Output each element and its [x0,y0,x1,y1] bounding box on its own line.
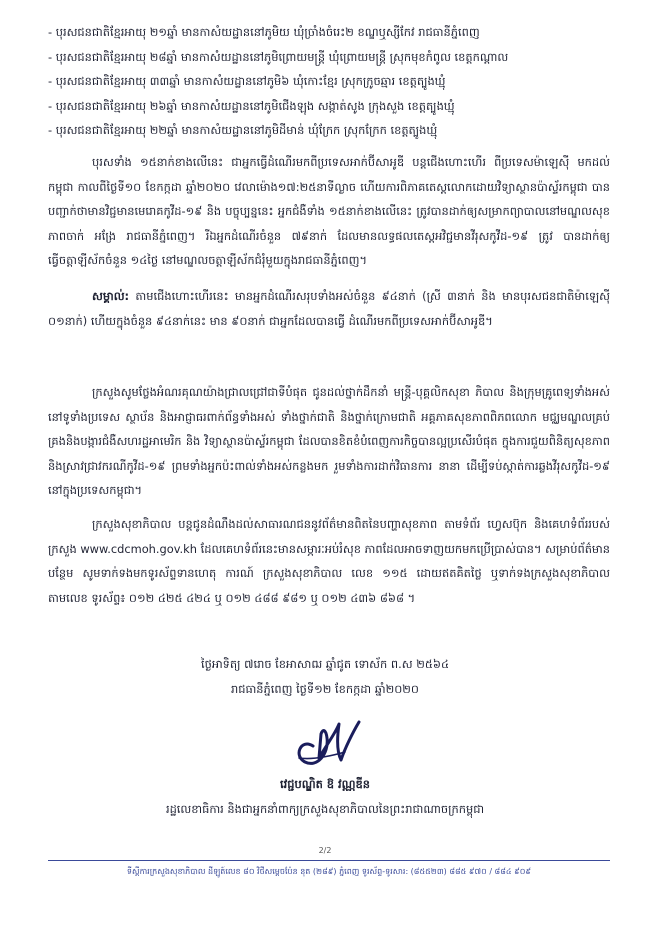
paragraph-summary [48,150,610,273]
case-list [48,20,610,143]
case-item: - បុរសជនជាតិខ្មែរអាយុ ២៦ឆ្នាំ មានកាសំយដ្ឋាននៅភូមិជើងឡុង សង្កាត់សូង ក្រុងសួង ខេត្តត្បូងឃ្មុំ [48,98,455,113]
case-item: - បុរសជនជាតិខ្មែរអាយុ ២២ឆ្នាំ មានកាសំយដ្ឋាននៅភូមិដីមាន់ ឃុំក្រែក ស្រុកក្រែក ខេត្តត្បូងឃ្មុំ [48,123,438,138]
page-number: 2/2 [318,846,332,855]
paragraph-contact-text: ក្រសួងសុខាភិបាល បន្តជូនដំណឹងដល់សាធារណជននូវព័ត៌មានពិតនៃបញ្ហាសុខភាព តាមទំព័រ ហ្វេសប៊ុក និងគេហទំព័ររបស់ក្រសួង www.cdcmoh.gov.kh ដែលគេហទំព័រនេះមានសម្ភារៈអប់រំសុខ ភាពដែលអាចទាញយកមកប្រើប្រាស់បាន។ សម្រាប់ព័ត៌មានបន្ថែម សូមទាក់ទងមកទូរស័ព្ទទានហេតុ ការណ៍ ក្រសួងសុខាភិបាល លេខ ១១៥ ដោយឥតគិតថ្លៃ ឬទាក់ទងក្រសួងសុខាភិបាល តាមលេខ ទូរស័ព្ទ៖ ០១២ ៤២៥ ៤២៤ ឬ ០១២ ៤៨៨ ៩៨១ ឬ ០១២ ៤៣៦ ៨៦៨ ។ [48,517,611,605]
lunar-date: ថ្ងៃអាទិត្យ ៧រោច ខែអាសាឍ ឆ្នាំជូត ទោស័ក ព.ស ២៥៦៤ [200,657,450,671]
handwritten-signature [283,708,373,772]
case-item: - បុរសជនជាតិខ្មែរអាយុ ២១ឆ្នាំ មានកាសំយដ្ឋាននៅភូមិយ ឃុំច្រាំងចំរេះ២ ខណ្ឌឬស្សីកែវ រាជធានីភ្នំពេញ [48,25,480,39]
footer-address: ទីស្តីការក្រសួងសុខាភិបាល ដីឡូត៍លេខ ៨០ វិថីសម្ដេចប៉ែន នុត (២៨៩) ភ្នំពេញ ទូរស័ព្ទ-ទូរសារ: (៨៥៥២៣) ៨៨៥ ៩៧០ / ៨៨៤ ៩០៩ [126,867,532,876]
paragraph-contact [48,512,610,610]
note-label: សម្គាល់: [92,289,130,303]
paragraph-thanks [48,380,610,503]
paragraph-thanks-text: ក្រសួងសូមថ្លែងអំណរគុណយ៉ាងជ្រាលជ្រៅជាទីបំផុត ជូនដល់ថ្នាក់ដឹកនាំ មន្ត្រី-បុគ្គលិកសុខា ភិបាល និងក្រុមគ្រូពេទ្យទាំងអស់នៅទូទាំងប្រទេស ស្ថាប័ន និងអាជ្ញាធរពាក់ព័ន្ធទាំងអស់ ទាំងថ្នាក់ជាតិ និងថ្នាក់ក្រោមជាតិ អគ្គភាគសុខភាពពិភពលោក មជ្ឈមណ្ឌលគ្រប់គ្រងនិងបង្ការជំងឺសហរដ្ឋអាមេរិក និង វិទ្យាស្ថានប៉ាស្ទ័រកម្ពុជា ដែលបានខិតខំបំពេញការកិច្ចបានល្អប្រសើរបំផុត ក្នុងការជួយពិនិត្យសុខភាព និងស្រាវជ្រាវករណីកូវីដ-១៩ ព្រមទាំងអ្នកប៉ះពាល់ទាំងអស់កន្លងមក រួមទាំងការដាក់វិធានការ នានា ដើម្បីទប់ស្កាត់ការឆ្លងវីរុសកូវីដ-១៩ នៅក្នុងប្រទេសកម្ពុជា។ [48,385,610,498]
signer-name: វេជ្ជបណ្ឌិត ឱ វណ្ណឌីន [280,777,370,791]
case-item: - បុរសជនជាតិខ្មែរអាយុ ២៨ឆ្នាំ មានកាសំយដ្ឋាននៅភូមិព្រោយមន្ត្រី ឃុំព្រោយមន្ត្រី ស្រុកមុខកំពូល ខេត្តកណ្ដាល [48,49,509,64]
paragraph-note-text: តាមជើងហោះហើរនេះ មានអ្នកដំណើរសរុបទាំងអស់ចំនួន ៩៤នាក់ (ស្រី ៣នាក់ និង មានបុរសជនជាតិម៉ាឡេស៊ី ០១នាក់) ហើយក្នុងចំនួន ៩៤នាក់នេះ មាន ៩០នាក់ ជាអ្នកដែលបានធ្វើ ដំណើរមកពីប្រទេសអាក់ប៊ីសាអូឌី។ [48,289,610,328]
paragraph-summary-text: បុរសទាំង ១៥នាក់ខាងលើនេះ ជាអ្នកធ្វើដំណើរមកពីប្រទេសអាក់ប៊ីសាអូឌី បន្តជើងហោះហើរ ពីប្រទេសម៉ាឡេស៊ី មកដល់កម្ពុជា កាលពីថ្ងៃទី១០ ខែកក្កដា ឆ្នាំ២០២០ វេលាម៉ោង១៧:២៥នាទីល្ងាច ហើយការពិភាគតេស្តលោកដោយវិទ្យាស្ថានប៉ាស្ទ័រកម្ពុជា បានបញ្ជាក់ថាមានវិជ្ជមានមេរោគកូវីដ-១៩ និង បច្ចុប្បន្ននេះ អ្នកជំងឺទាំង ១៥នាក់ខាងលើនេះ ត្រូវបានដាក់ឲ្យសម្រាកព្យាបាលនៅមណ្ឌលសុខភាពចាក់ អង្រែ រាជធានីភ្នំពេញ។ រីឯអ្នកដំណើរចំនួន ៧៩នាក់ ដែលមានលទ្ធផលតេស្តអវិជ្ជមានវីរុសកូវីដ-១៩ ត្រូវ បានដាក់ឲ្យធ្វើចត្តាឡីស័កចំនួន ១៤ថ្ងៃ នៅមណ្ឌលចត្តាឡីស័កជំរុំមួយក្នុងរាជធានីភ្នំពេញ។ [48,155,610,268]
signer-title: រដ្ឋលេខាធិការ និងជាអ្នកនាំពាក្យក្រសួងសុខាភិបាលនៃព្រះរាជាណាចក្រកម្ពុជា [165,801,485,816]
footer-divider [48,860,610,861]
case-item: - បុរសជនជាតិខ្មែរអាយុ ៣៣ឆ្នាំ មានកាសំយដ្ឋាននៅភូមិ៦ ឃុំកោះខ្មែរ ស្រុកក្រូចឆ្មារ ខេត្តត្បូងឃ្មុំ [48,74,446,89]
signer-block [0,772,650,821]
date-block [0,652,650,701]
paragraph-note [48,284,610,333]
solar-date: រាជធានីភ្នំពេញ ថ្ងៃទី១២ ខែកក្កដា ឆ្នាំ២០២០ [230,681,419,696]
